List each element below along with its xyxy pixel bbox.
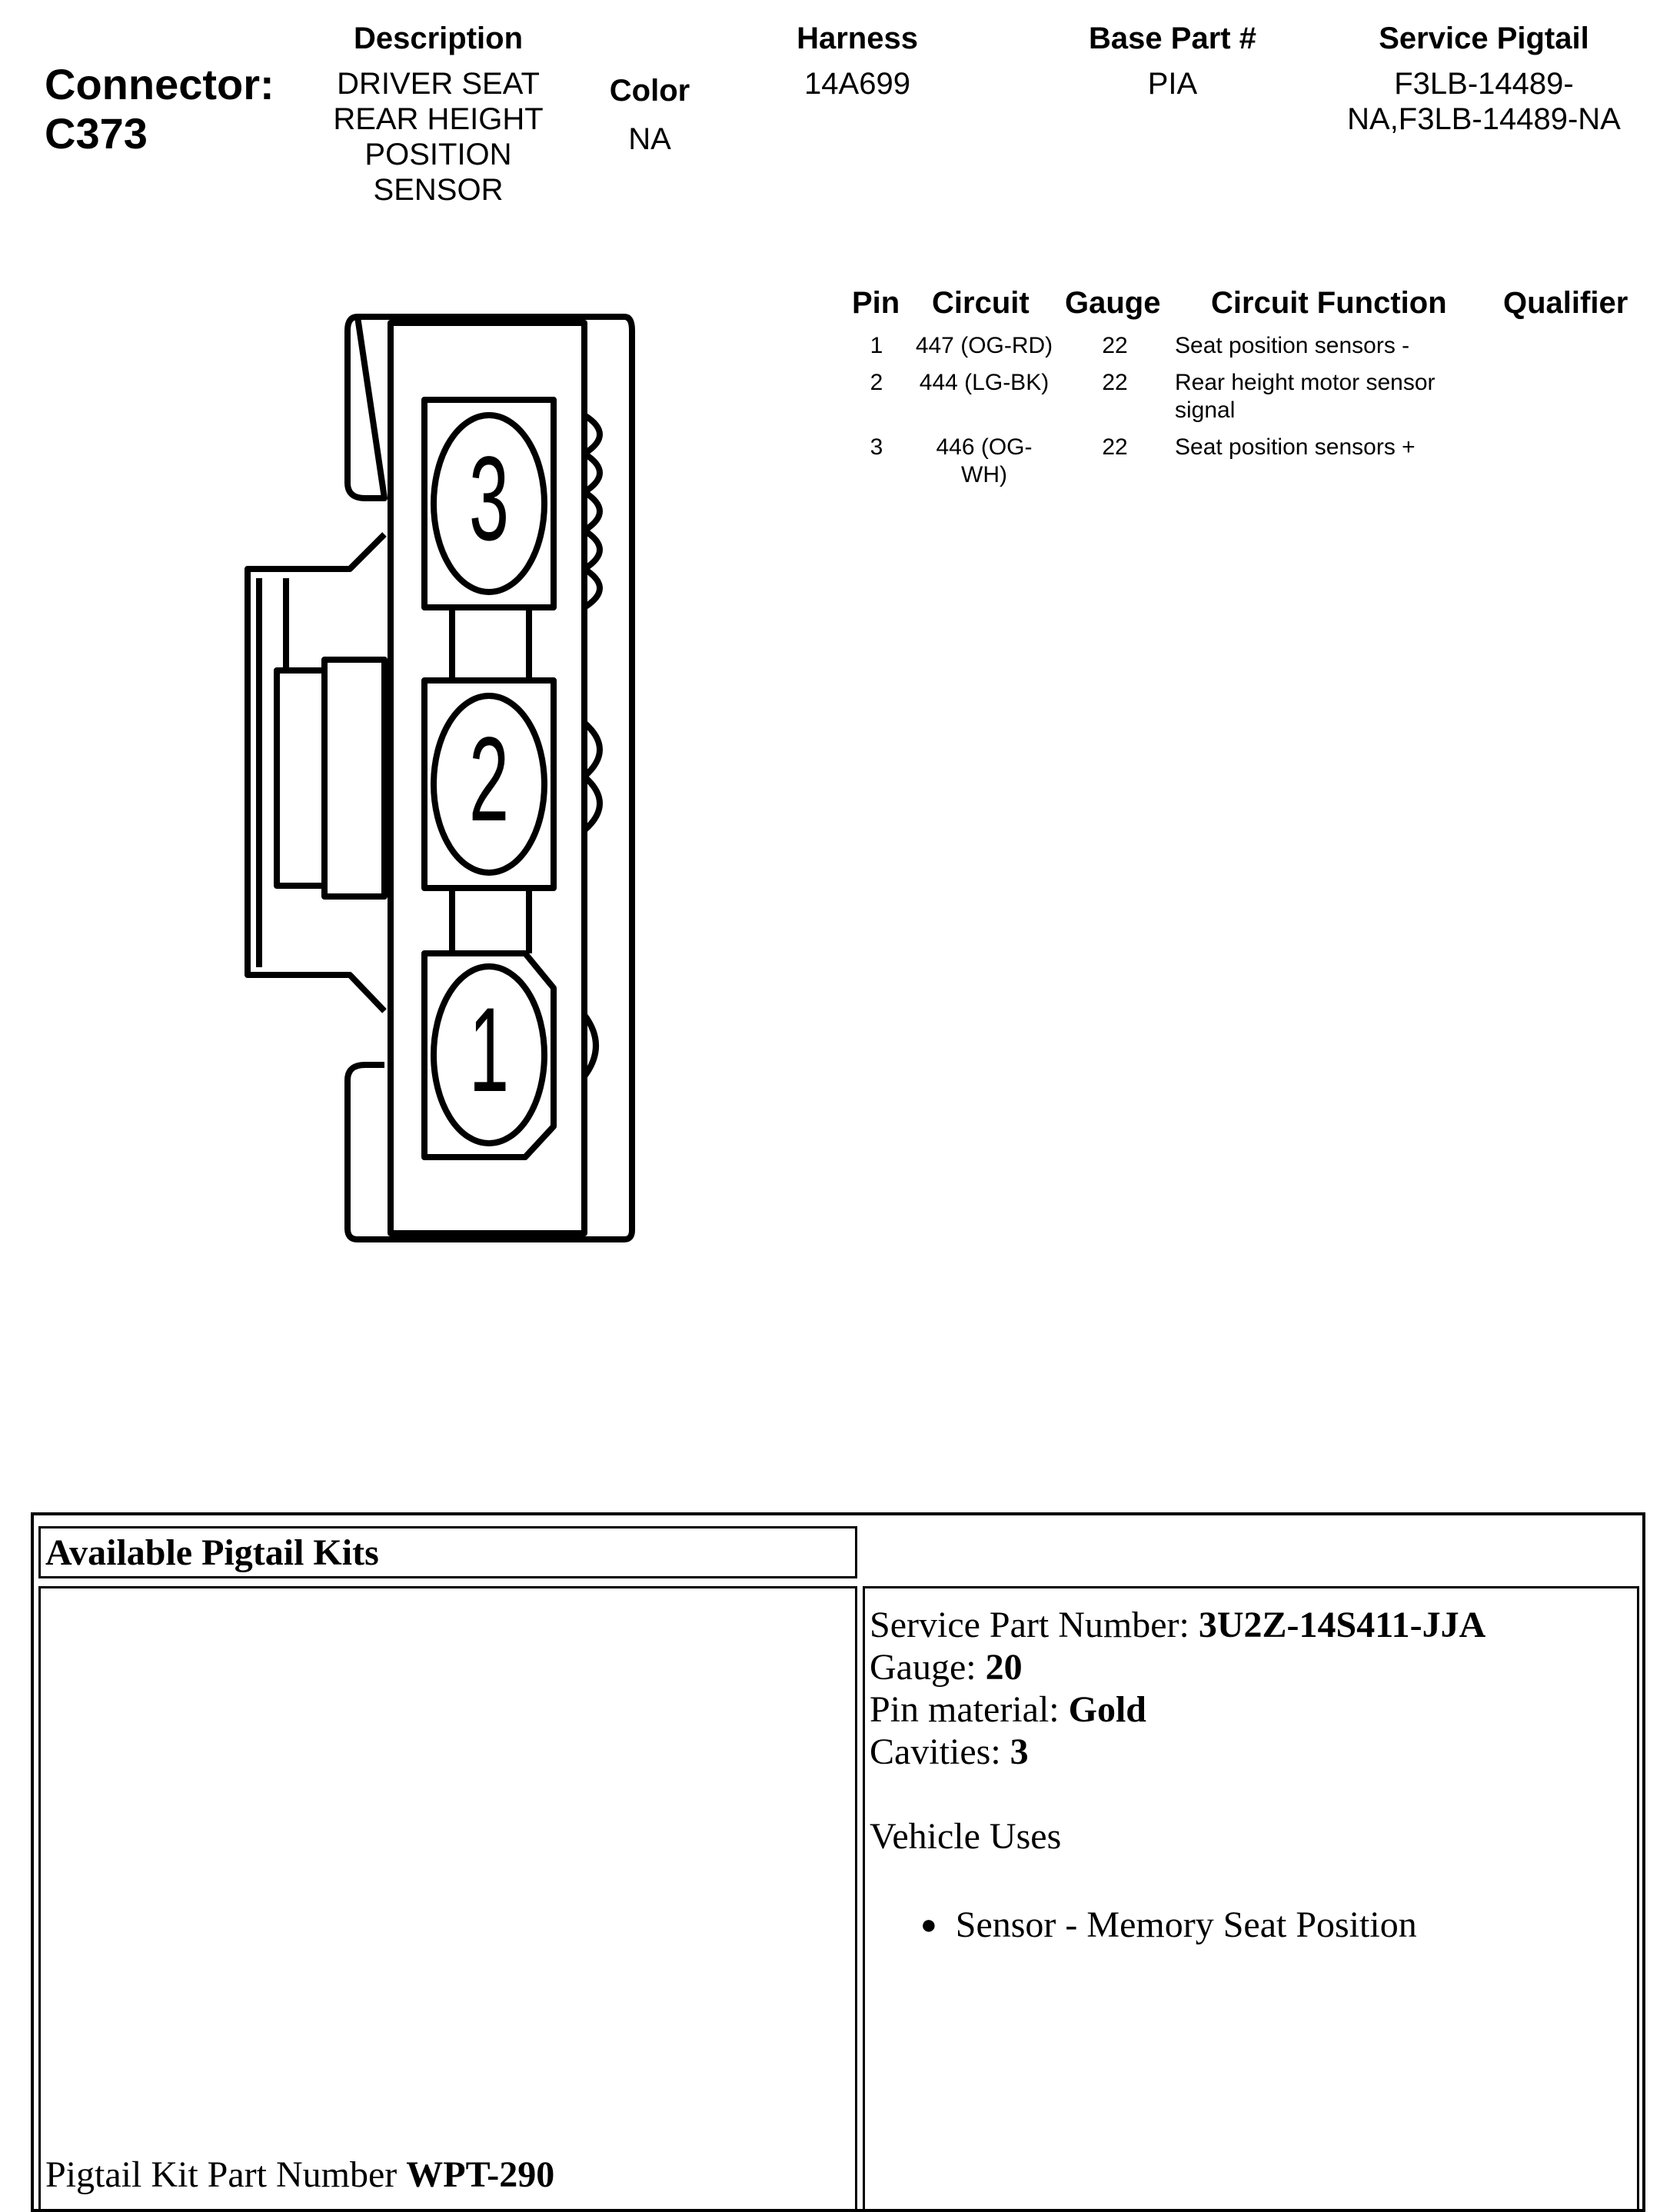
- harness-value: 14A699: [804, 67, 910, 101]
- pigtail-kit-label: Pigtail Kit Part Number: [45, 2154, 407, 2195]
- pin-3-label: 3: [468, 432, 510, 566]
- description-line: DRIVER SEAT: [337, 67, 540, 101]
- function-line: Rear height motor sensor: [1175, 370, 1435, 395]
- pigtail-kit-left-cell: [38, 1586, 857, 2209]
- pin-table-header-gauge: Gauge: [1065, 286, 1161, 320]
- function-cell: [1175, 434, 1482, 461]
- pigtail-kit-details-cell: [863, 1586, 1639, 2209]
- description-value: [315, 66, 561, 208]
- description-line: REAR HEIGHT: [333, 102, 544, 136]
- function-cell: [1175, 332, 1482, 360]
- pin-cell: 2: [870, 370, 883, 395]
- service-pigtail-value: [1322, 66, 1645, 137]
- pin-cell: 1: [870, 333, 883, 358]
- service-pigtail-line: NA,F3LB-14489-NA: [1347, 102, 1621, 136]
- connector-side-tab: [248, 534, 384, 1011]
- pigtail-kits-header-cell: [38, 1526, 857, 1578]
- connector-label: Connector:: [45, 60, 274, 108]
- pin-cell: 3: [870, 434, 883, 460]
- function-line: Seat position sensors +: [1175, 434, 1416, 460]
- circuit-cell: [900, 332, 1069, 360]
- vehicle-use-item: [920, 1904, 1417, 1949]
- pin-2-label: 2: [468, 713, 510, 847]
- pin-material-line: [870, 1688, 1146, 1731]
- header-base-part: Base Part #: [1089, 22, 1256, 55]
- header-description: Description: [353, 22, 524, 55]
- circuit-line: 447 (OG-RD): [915, 333, 1053, 358]
- pin-1-label: 1: [468, 983, 510, 1117]
- cavities-line: [870, 1731, 1029, 1773]
- service-pigtail-line: F3LB-14489-: [1394, 67, 1574, 101]
- gauge-cell: 22: [1102, 370, 1128, 395]
- circuit-line: 446 (OG-: [936, 434, 1033, 460]
- base-part-value: PIA: [1147, 67, 1198, 101]
- connector-id: C373: [45, 109, 148, 158]
- service-part-line: [870, 1604, 1485, 1646]
- cavities-value: 3: [1010, 1731, 1029, 1772]
- function-line: signal: [1175, 397, 1236, 423]
- connector-face-diagram: [231, 304, 646, 1249]
- service-part-label: Service Part Number:: [870, 1605, 1199, 1645]
- vehicle-use-text: Sensor - Memory Seat Position: [955, 1904, 1417, 1945]
- pigtail-kits-title: Available Pigtail Kits: [45, 1532, 379, 1573]
- header-harness: Harness: [797, 22, 918, 55]
- gauge-label: Gauge:: [870, 1647, 986, 1688]
- pin-table-header-qualifier: Qualifier: [1503, 286, 1628, 320]
- pin-material-label: Pin material:: [870, 1689, 1069, 1730]
- bullet-icon: ●: [920, 1909, 937, 1940]
- circuit-cell: [900, 434, 1069, 489]
- gauge-cell: 22: [1102, 333, 1128, 358]
- circuit-line: WH): [961, 462, 1007, 487]
- service-part-value: 3U2Z-14S411-JJA: [1198, 1605, 1486, 1645]
- header-service-pigtail: Service Pigtail: [1379, 22, 1589, 55]
- vehicle-uses-label: Vehicle Uses: [870, 1816, 1062, 1857]
- pigtail-kit-number: WPT-290: [406, 2154, 555, 2195]
- gauge-cell: 22: [1102, 434, 1128, 460]
- pin-material-value: Gold: [1068, 1689, 1146, 1730]
- pin-table-header-function: Circuit Function: [1211, 286, 1447, 320]
- pin-table-header-pin: Pin: [852, 286, 900, 320]
- circuit-cell: [900, 369, 1069, 397]
- color-value: NA: [628, 122, 671, 156]
- cavities-label: Cavities:: [870, 1731, 1010, 1772]
- gauge-value: 20: [985, 1647, 1023, 1688]
- pigtail-kit-number-line: [45, 2154, 554, 2196]
- connector-title: [45, 60, 306, 158]
- gauge-line: [870, 1646, 1023, 1688]
- description-line: POSITION: [364, 138, 512, 171]
- pin-table-header-circuit: Circuit: [932, 286, 1030, 320]
- header-color: Color: [609, 74, 690, 108]
- circuit-line: 444 (LG-BK): [919, 370, 1050, 395]
- function-cell: [1175, 369, 1482, 424]
- description-line: SENSOR: [373, 173, 504, 207]
- function-line: Seat position sensors -: [1175, 333, 1410, 358]
